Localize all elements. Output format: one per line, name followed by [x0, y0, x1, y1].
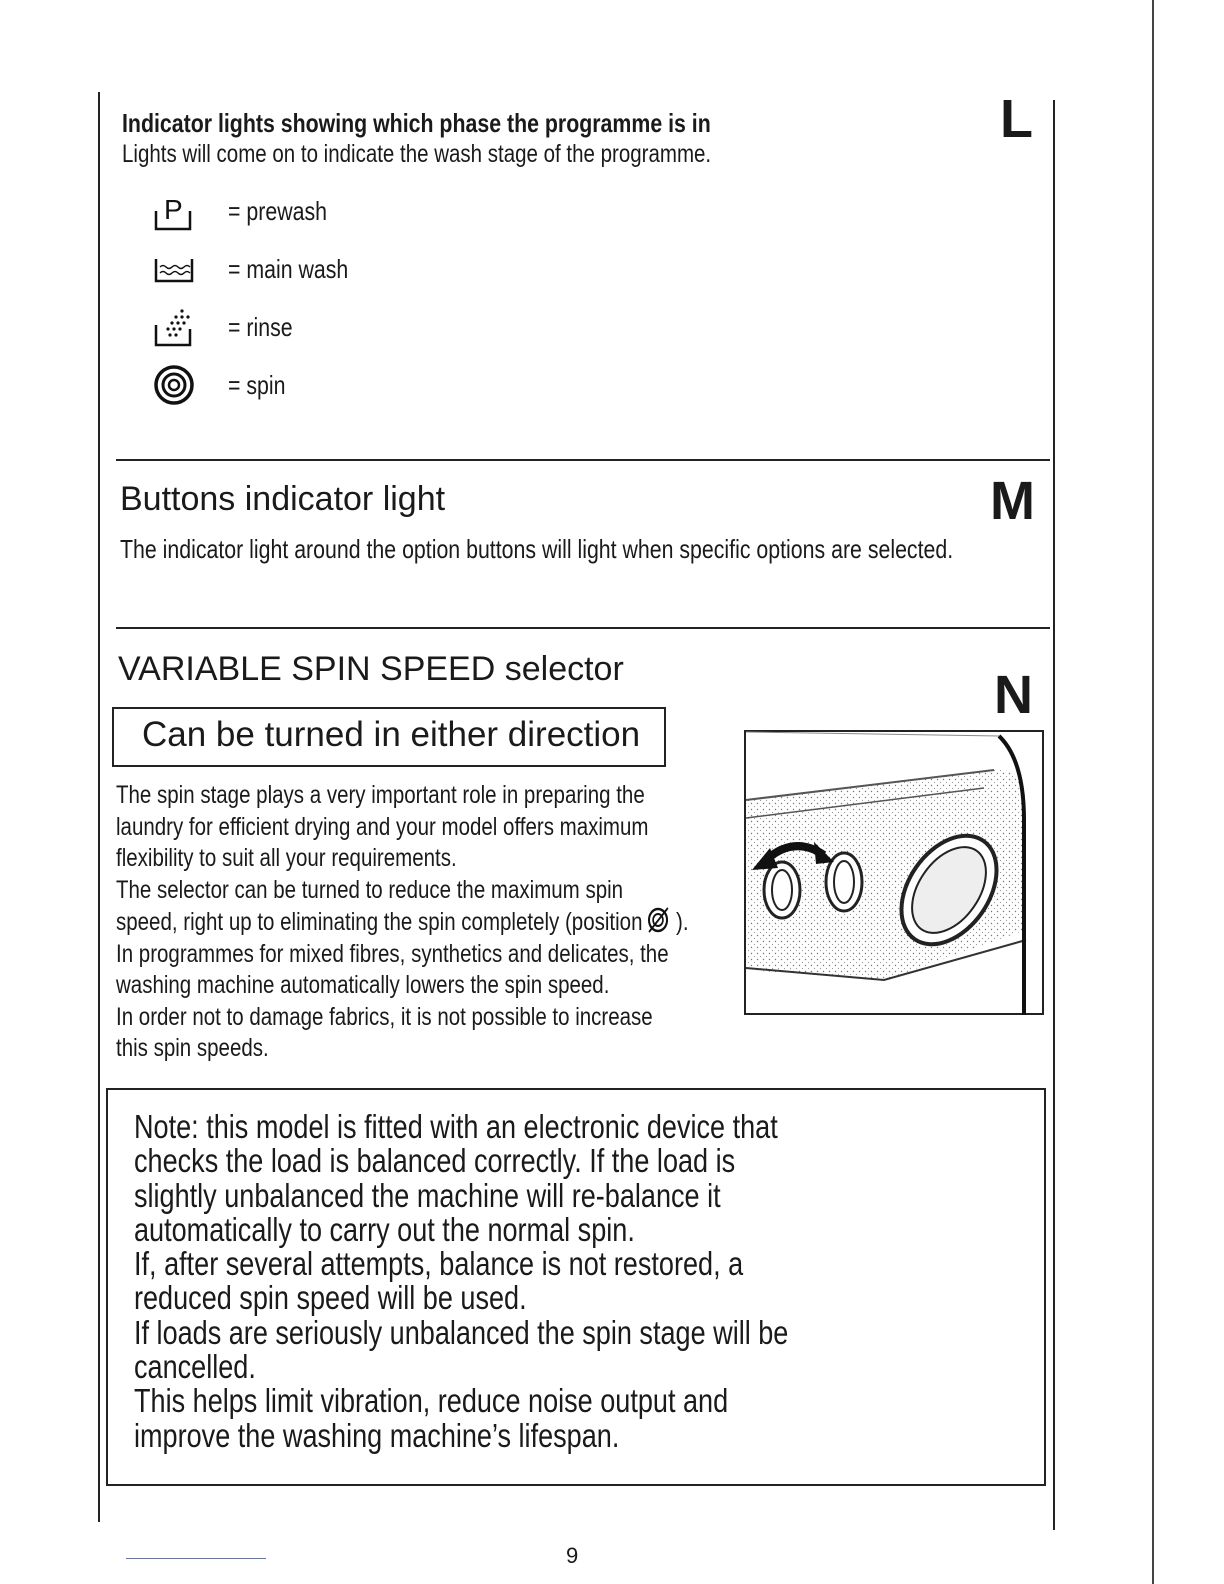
boxed-note-text: Can be turned in either direction [142, 715, 641, 754]
section-description: The indicator light around the option buttons will light when specific options are selected. [120, 534, 954, 564]
prewash-icon-glyph: P [164, 194, 183, 225]
rinse-icon [150, 305, 198, 349]
legend-item-main-wash [150, 246, 349, 292]
section-letter-l: L [1000, 89, 1033, 149]
section-heading: Indicator lights showing which phase the programme is in [122, 108, 711, 138]
note-line: If, after several attempts, balance is not restored, a [134, 1245, 744, 1283]
spin-icon [150, 363, 198, 407]
legend-item-prewash [150, 188, 327, 234]
body-line: speed, right up to eliminating the spin completely (position [116, 908, 643, 936]
body-line-close: ). [670, 908, 689, 936]
note-line: checks the load is balanced correctly. If the load is [134, 1142, 736, 1180]
section-letter-n: N [994, 665, 1033, 725]
note-line: Note: this model is fitted with an electronic device that [134, 1108, 778, 1145]
section-description: Lights will come on to indicate the wash stage of the programme. [122, 140, 712, 168]
page-number: 9 [566, 1543, 579, 1568]
body-line: In order not to damage fabrics, it is not possible to increase [116, 1002, 653, 1031]
legend-label: = rinse [228, 312, 293, 342]
body-line: The spin stage plays a very important role in preparing the [116, 781, 645, 809]
left-margin-line [98, 92, 100, 1522]
note-line: improve the washing machine’s lifespan. [134, 1416, 620, 1454]
section-divider [116, 627, 1050, 629]
note-line: If loads are seriously unbalanced the spin stage will be [134, 1313, 789, 1351]
no-spin-icon [646, 906, 671, 934]
legend-label: = prewash [228, 196, 327, 226]
boxed-note [112, 707, 666, 767]
body-line: this spin speeds. [116, 1034, 269, 1062]
legend-item-rinse [150, 304, 293, 350]
note-line: slightly unbalanced the machine will re-balance it [134, 1176, 721, 1214]
note-line: reduced spin speed will be used. [134, 1279, 527, 1317]
body-line-with-icon [116, 906, 689, 939]
legend-item-spin [150, 362, 286, 408]
body-line: washing machine automatically lowers the spin speed. [116, 971, 610, 999]
body-line: In programmes for mixed fibres, synthetics and delicates, the [116, 939, 669, 968]
note-text [134, 1110, 932, 1453]
note-line: automatically to carry out the normal spin. [134, 1210, 635, 1248]
note-line: This helps limit vibration, reduce noise output and [134, 1382, 729, 1420]
section-divider [116, 459, 1050, 461]
note-box [106, 1088, 1046, 1486]
legend-label: = spin [228, 370, 286, 400]
body-line: flexibility to suit all your requirements. [116, 844, 457, 872]
page-edge-line [1152, 0, 1154, 1584]
prewash-icon [150, 189, 198, 233]
body-line: laundry for efficient drying and your model offers maximum [116, 812, 649, 841]
spin-selector-illustration [744, 730, 1044, 1015]
footer-rule [126, 1558, 266, 1559]
section-heading: VARIABLE SPIN SPEED selector [118, 650, 624, 688]
legend-label: = main wash [228, 254, 349, 284]
note-line: cancelled. [134, 1348, 256, 1386]
main-wash-icon [150, 247, 198, 291]
body-line: The selector can be turned to reduce the maximum spin [116, 875, 624, 904]
section-body [116, 780, 814, 1065]
right-margin-line [1053, 100, 1055, 1530]
section-heading: Buttons indicator light [120, 480, 446, 518]
section-letter-m: M [990, 471, 1035, 531]
